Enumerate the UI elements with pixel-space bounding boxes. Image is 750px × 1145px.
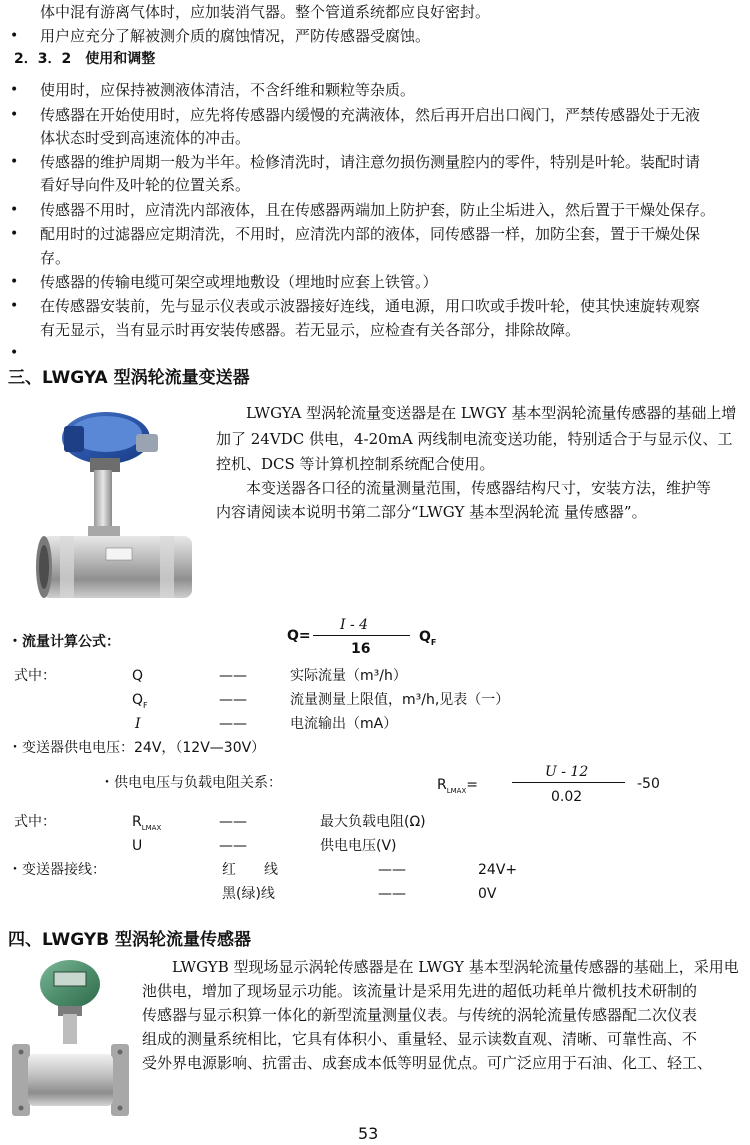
lwgya-para-line: LWGYA 型涡轮流量变送器是在 LWGY 基本型涡轮流量传感器的基础上增 bbox=[246, 404, 737, 422]
wire-value: 0V bbox=[478, 886, 497, 902]
fraction-bar bbox=[313, 635, 410, 636]
var-dash: —— bbox=[219, 692, 247, 708]
var-description: 最大负载电阻(Ω) bbox=[320, 814, 426, 830]
load-formula-numerator: U - 12 bbox=[545, 764, 589, 780]
lwgyb-para-line: LWGYB 型现场显示涡轮传感器是在 LWGY 基本型涡轮流量传感器的基础上，采用电 bbox=[172, 958, 739, 976]
wire-value: 24V+ bbox=[478, 862, 518, 878]
var-dash: —— bbox=[219, 668, 247, 684]
section-heading-lwgyb: 四、LWGYB 型涡轮流量传感器 bbox=[8, 930, 252, 950]
var-dash: —— bbox=[219, 838, 247, 854]
lwgya-para-line: 内容请阅读本说明书第二部分“LWGY 基本型涡轮流 量传感器”。 bbox=[216, 503, 647, 521]
bullet-text: 体状态时受到高速流体的冲击。 bbox=[40, 129, 251, 147]
lwgya-para-line: 控机、DCS 等计算机控制系统配合使用。 bbox=[216, 455, 495, 473]
lwgyb-sensor-photo bbox=[8, 958, 133, 1123]
wire-dash: —— bbox=[378, 862, 406, 878]
wire-color: 红 线 bbox=[222, 862, 278, 878]
flow-formula-denominator: 16 bbox=[351, 641, 371, 657]
load-formula-tail: -50 bbox=[637, 776, 660, 792]
body-text-line: 体中混有游离气体时，应加装消气器。整个管道系统都应良好密封。 bbox=[40, 3, 491, 21]
var-dash: —— bbox=[219, 716, 247, 732]
bullet-text: 存。 bbox=[40, 249, 71, 267]
flow-formula-numerator: I - 4 bbox=[340, 617, 369, 633]
var-symbol: $R_{LMAX}$ bbox=[132, 814, 162, 832]
wiring-label: ・变送器接线： bbox=[8, 862, 106, 878]
var-description: 流量测量上限值，m³/h,见表（一） bbox=[290, 692, 510, 708]
where-label: 式中： bbox=[14, 814, 56, 830]
bullet-text: 配用时的过滤器应定期清洗，不用时，应清洗内部的液体，同传感器一样，加防尘套，置于干燥处保 bbox=[40, 225, 701, 243]
bullet-mark: • bbox=[10, 345, 19, 361]
wire-dash: —— bbox=[378, 886, 406, 902]
wire-color: 黑(绿)线 bbox=[222, 886, 275, 902]
body-text-line: 用户应充分了解被测介质的腐蚀情况，严防传感器受腐蚀。 bbox=[40, 27, 431, 45]
lwgyb-para-line: 池供电，增加了现场显示功能。该流量计是采用先进的超低功耗单片微机技术研制的 bbox=[142, 982, 698, 1000]
lwgyb-para-line: 受外界电源影响、抗雷击、成套成本低等明显优点。可广泛应用于石油、化工、轻工、 bbox=[142, 1054, 713, 1072]
section-heading-2-3-2: 2．3．2 使用和调整 bbox=[14, 51, 156, 67]
bullet-text: 在传感器安装前，先与显示仪表或示波器接好连线，通电源，用口吹或手拨叶轮，使其快速旋转观察 bbox=[40, 297, 701, 315]
bullet-mark: • bbox=[10, 226, 19, 242]
lwgya-transmitter-photo bbox=[30, 408, 210, 608]
flow-formula-lhs: Q= bbox=[287, 628, 311, 644]
bullet-mark: • bbox=[10, 107, 19, 123]
lwgya-para-line: 加了 24VDC 供电，4-20mA 两线制电流变送功能，特别适合于与显示仪、工 bbox=[216, 430, 733, 448]
bullet-text: 传感器不用时，应清洗内部液体，且在传感器两端加上防护套，防止尘垢进入，然后置于干燥处保存。 bbox=[40, 201, 716, 219]
var-description: 供电电压(V) bbox=[320, 838, 397, 854]
bullet-mark: • bbox=[10, 28, 19, 44]
bullet-text: 有无显示，当有显示时再安装传感器。若无显示，应检查有关各部分，排除故障。 bbox=[40, 321, 581, 339]
section-heading-lwgya: 三、LWGYA 型涡轮流量变送器 bbox=[8, 368, 250, 388]
supply-voltage-line: ・变送器供电电压：24V，（12V—30V） bbox=[8, 740, 266, 756]
var-symbol: I bbox=[135, 716, 141, 732]
lwgya-para-line: 本变送器各口径的流量测量范围，传感器结构尺寸，安装方法，维护等 bbox=[246, 479, 712, 497]
var-symbol: Q bbox=[132, 668, 144, 684]
load-formula-denominator: 0.02 bbox=[551, 789, 583, 805]
bullet-text: 传感器的传输电缆可架空或埋地敷设（埋地时应套上铁管。） bbox=[40, 273, 438, 291]
load-formula-label: ・供电电压与负载电阻关系： bbox=[100, 775, 282, 791]
var-description: 电流输出（mA） bbox=[290, 716, 398, 732]
var-symbol: $Q_F$ bbox=[132, 692, 148, 710]
bullet-text: 传感器在开始使用时，应先将传感器内缓慢的充满液体，然后再开启出口阀门，严禁传感器处于无液 bbox=[40, 106, 701, 124]
bullet-mark: • bbox=[10, 154, 19, 170]
bullet-text: 传感器的维护周期一般为半年。检修清洗时，请注意勿损伤测量腔内的零件，特别是叶轮。装配时请 bbox=[40, 153, 701, 171]
bullet-mark: • bbox=[10, 82, 19, 98]
load-formula-lhs: $R_{LMAX}=$ bbox=[437, 777, 478, 795]
bullet-mark: • bbox=[10, 298, 19, 314]
var-description: 实际流量（m³/h） bbox=[290, 668, 407, 684]
fraction-bar bbox=[512, 782, 625, 783]
where-label: 式中： bbox=[14, 668, 56, 684]
bullet-text: 看好导向件及叶轮的位置关系。 bbox=[40, 176, 251, 194]
flow-formula-rhs: $Q_F$ bbox=[419, 629, 437, 647]
bullet-mark: • bbox=[10, 202, 19, 218]
lwgyb-para-line: 组成的测量系统相比，它具有体积小、重量轻、显示读数直观、清晰、可靠性高、不 bbox=[142, 1030, 698, 1048]
bullet-text: 使用时，应保持被测液体清洁，不含纤维和颗粒等杂质。 bbox=[40, 81, 416, 99]
bullet-mark: • bbox=[10, 274, 19, 290]
var-dash: —— bbox=[219, 814, 247, 830]
page-number: 53 bbox=[358, 1124, 379, 1143]
lwgyb-para-line: 传感器与显示积算一体化的新型流量测量仪表。与传统的涡轮流量传感器配二次仪表 bbox=[142, 1006, 698, 1024]
var-symbol: U bbox=[132, 838, 143, 854]
flow-formula-label: ・流量计算公式： bbox=[8, 634, 120, 650]
